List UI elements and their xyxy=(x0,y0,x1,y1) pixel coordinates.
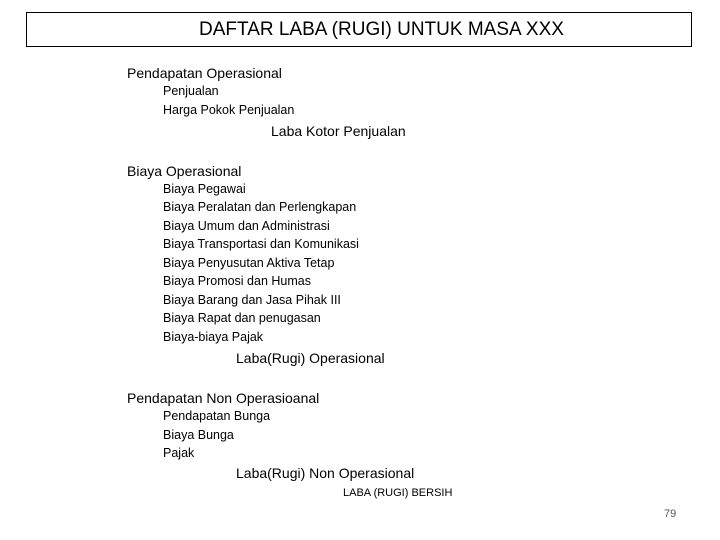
subtotal-non-operating-result: Laba(Rugi) Non Operasional xyxy=(236,465,415,481)
page-title: DAFTAR LABA (RUGI) UNTUK MASA XXX xyxy=(199,19,564,40)
line-item: Biaya Promosi dan Humas xyxy=(163,274,311,288)
line-item: Biaya Pegawai xyxy=(163,182,246,196)
line-item: Biaya Rapat dan penugasan xyxy=(163,311,321,325)
section-heading-non-operating: Pendapatan Non Operasioanal xyxy=(127,390,320,406)
page-number: 79 xyxy=(664,508,677,520)
line-item: Harga Pokok Penjualan xyxy=(163,103,295,117)
subtotal-gross-profit: Laba Kotor Penjualan xyxy=(271,123,406,139)
subtotal-operating-result: Laba(Rugi) Operasional xyxy=(236,350,385,366)
line-item: Biaya-biaya Pajak xyxy=(163,330,264,344)
section-heading-operating-expenses: Biaya Operasional xyxy=(127,163,242,179)
line-item: Penjualan xyxy=(163,84,219,98)
net-result: LABA (RUGI) BERSIH xyxy=(343,487,453,499)
title-box xyxy=(26,12,692,47)
line-item: Biaya Barang dan Jasa Pihak III xyxy=(163,293,341,307)
line-item: Pajak xyxy=(163,446,195,460)
line-item: Biaya Bunga xyxy=(163,428,234,442)
line-item: Biaya Umum dan Administrasi xyxy=(163,219,330,233)
line-item: Biaya Penyusutan Aktiva Tetap xyxy=(163,256,335,270)
line-item: Pendapatan Bunga xyxy=(163,409,271,423)
section-heading-operating-income: Pendapatan Operasional xyxy=(127,65,282,81)
line-item: Biaya Peralatan dan Perlengkapan xyxy=(163,200,357,214)
line-item: Biaya Transportasi dan Komunikasi xyxy=(163,237,359,251)
